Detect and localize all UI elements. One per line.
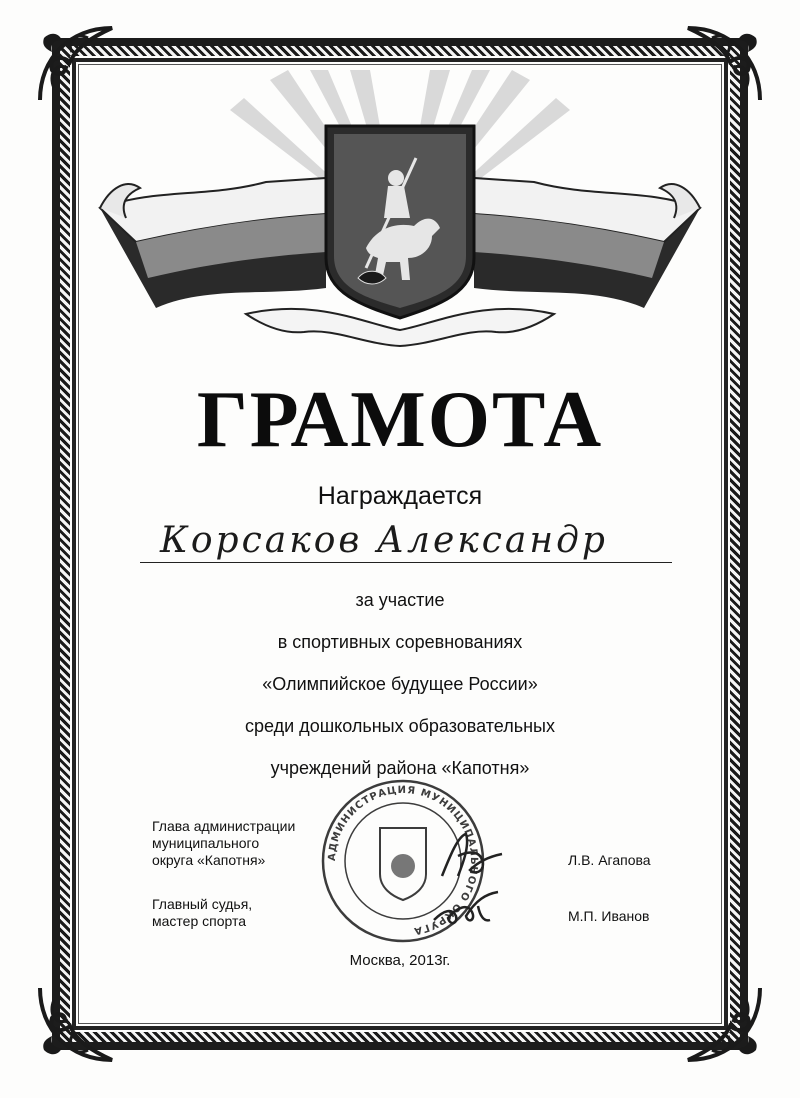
head-name: Л.В. Агапова [568,852,651,868]
event-line: «Олимпийское будущее России» [262,674,538,694]
competition-line: в спортивных соревнованиях [277,632,523,652]
judge-title-line-2: мастер спорта [152,913,247,929]
reason-line: за участие [355,590,445,610]
certificate-title: ГРАМОТА [196,376,604,464]
judge-name: М.П. Иванов [568,908,650,924]
head-title [152,818,295,869]
ornament-corner-icon [30,978,122,1070]
svg-text:АДМИНИСТРАЦИЯ МУНИЦИПАЛЬНОГО О: АДМИНИСТРАЦИЯ МУНИЦИПАЛЬНОГО ОКРУГА [326,784,480,937]
moscow-coat-of-arms-icon [326,126,474,318]
head-title-line-2: муниципального [152,835,260,851]
judge-signature [428,886,508,930]
place-date: Москва, 2013г. [349,952,451,969]
head-signature [436,826,506,886]
ornament-corner-icon [678,18,770,110]
name-underline [140,562,672,563]
among-line: среди дошкольных образовательных [245,716,555,736]
emblem-with-flag [96,118,704,350]
ornament-corner-icon [678,978,770,1070]
awarded-label: Награждается [317,482,483,510]
recipient-name: Корсаков Александр [160,520,608,561]
institutions-line: учреждений района «Капотня» [270,758,530,778]
ornament-corner-icon [30,18,122,110]
head-title-line-3: округа «Капотня» [152,852,266,868]
judge-title-line-1: Главный судья, [152,896,253,912]
head-title-line-1: Глава администрации [152,818,296,834]
judge-title [152,896,252,930]
